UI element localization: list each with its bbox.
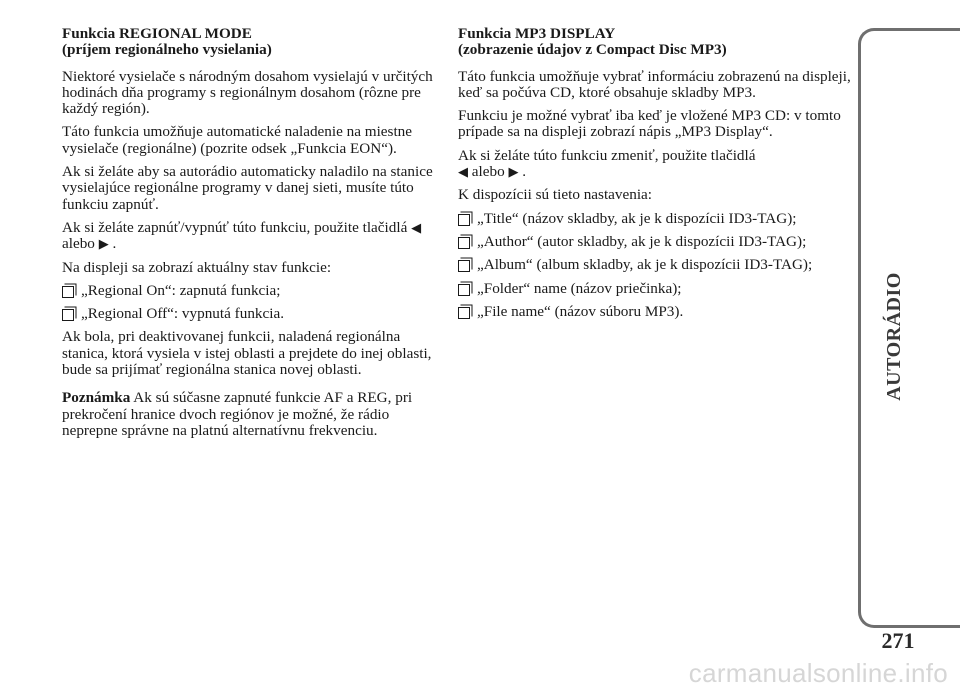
left-column [62,26,442,446]
list-item [62,306,442,322]
paragraph: Ak bola, pri deaktivovanej funkcii, naladená regionálna stanica, ktorá vysiela v istej oblasti a prejdete do inej oblasti, bude sa prijímať regionálna stanica novej oblasti. [62,328,432,379]
paragraph: K dispozícii sú tieto nastavenia: [458,186,653,204]
chapter-tab-label [880,271,908,401]
paragraph: Na displeji sa zobrazí aktuálny stav funkcie: [62,258,332,276]
paragraph-buttons [458,148,854,181]
checkbox-bullet-icon [62,286,74,298]
paragraph-text: Ak si želáte túto funkciu zmeniť, použite tlačidlá [458,146,756,164]
list-item-text: „Author“ (autor skladby, ak je k dispozícii ID3-TAG); [477,232,807,250]
list-item [458,211,854,227]
note [62,390,442,439]
checkbox-bullet-icon [458,237,470,249]
paragraph: Niektoré vysielače s národným dosahom vysielajú v určitých hodinách dňa programy s regionálnym dosahom (rôzne pre každý región). [62,67,433,118]
list-item-text: „Regional Off“: vypnutá funkcia. [81,305,284,323]
chapter-tab [858,28,960,628]
paragraph-text: Ak si želáte zapnúť/vypnúť túto funkciu, použite tlačidlá [62,218,408,236]
watermark: carmanualsonline.info [688,658,948,688]
checkbox-bullet-icon [458,284,470,296]
note-label: Poznámka [62,389,131,407]
paragraph: Táto funkcia umožňuje vybrať informáciu zobrazenú na displeji, keď sa počúva CD, ktoré obsahuje skladby MP3. [458,67,851,101]
list-item [458,304,854,320]
list-item-text: „Album“ (album skladby, ak je k dispozícii ID3-TAG); [477,256,813,274]
paragraph-text: alebo [62,235,95,253]
triangle-left-icon: ◀ [411,219,422,235]
paragraph-text: . [112,235,117,253]
checkbox-bullet-icon [62,309,74,321]
chapter-title: AUTORÁDIO [882,271,905,401]
list-item-text: „File name“ (názov súboru MP3). [477,302,684,320]
section-subheading: (príjem regionálneho vysielania) [62,41,272,59]
section-heading: Funkcia MP3 DISPLAY [458,25,616,42]
section-subheading: (zobrazenie údajov z Compact Disc MP3) [458,41,727,59]
note-text: Ak sú súčasne zapnuté funkcie AF a REG, pri prekročení hranice dvoch regiónov je možné, že rádio neprepne správne na platnú alternatívnu frekvenciu. [62,389,413,439]
list-item-text: „Folder“ name (názov priečinka); [477,279,682,297]
triangle-right-icon: ▶ [98,236,109,252]
list-item [458,257,854,273]
list-item [458,281,854,297]
list-item-text: „Regional On“: zapnutá funkcia; [81,281,281,299]
right-column [458,26,854,327]
list-item-text: „Title“ (názov skladby, ak je k dispozícii ID3-TAG); [477,209,797,227]
page-number: 271 [881,628,915,653]
triangle-left-icon: ◀ [458,164,468,180]
list-item [458,234,854,250]
paragraph-text: . [522,163,527,181]
checkbox-bullet-icon [458,260,470,272]
checkbox-bullet-icon [458,214,470,226]
checkbox-bullet-icon [458,307,470,319]
paragraph: Ak si želáte aby sa autorádio automaticky naladilo na stanice vysielajúce regionálne programy v danej sieti, musíte túto funkciu zapnúť. [62,163,433,213]
list-item [62,283,442,299]
section-heading: Funkcia REGIONAL MODE [62,25,252,42]
paragraph-buttons [62,220,442,253]
paragraph-text: alebo [471,163,505,181]
paragraph: Táto funkcia umožňuje automatické naladenie na miestne vysielače (regionálne) (pozrite odsek „Funkcia EON“). [62,123,413,157]
paragraph: Funkciu je možné vybrať iba keď je vložené MP3 CD: v tomto prípade sa na displeji zobrazí nápis „MP3 Display“. [458,107,841,141]
triangle-right-icon: ▶ [508,164,519,180]
